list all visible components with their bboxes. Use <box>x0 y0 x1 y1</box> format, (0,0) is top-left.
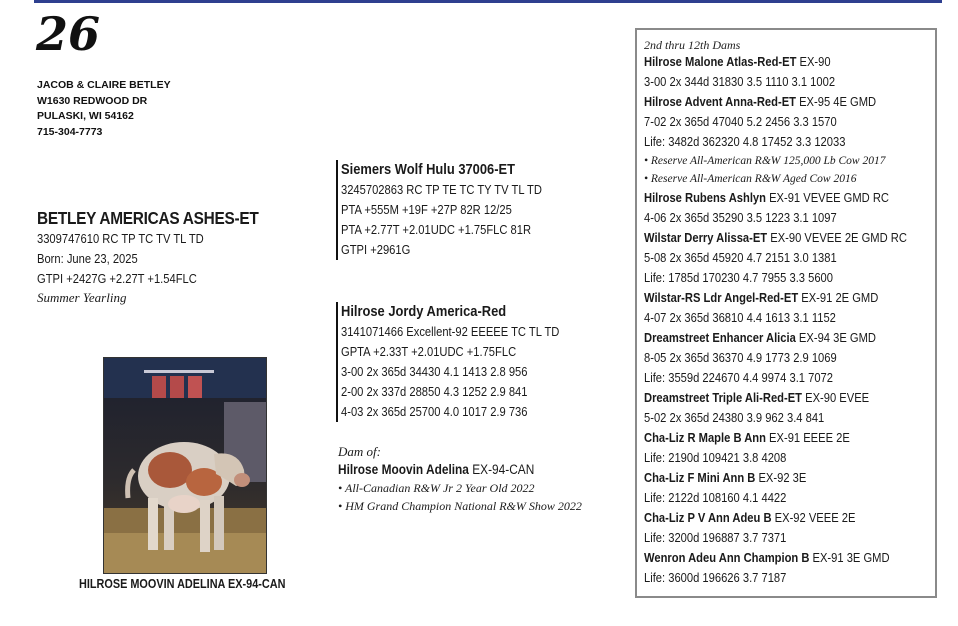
dam-ancestor-name <box>644 288 907 308</box>
dam-ancestor-name-bold: Wilstar Derry Alissa-ET <box>644 230 768 245</box>
dam-ancestor-name-bold: Cha-Liz P V Ann Adeu B <box>644 510 772 525</box>
dam-ancestor-name-bold: Cha-Liz F Mini Ann B <box>644 470 756 485</box>
cow-photo-illustration <box>104 358 266 573</box>
dam-ancestor-name <box>644 548 907 568</box>
dam-ancestor-record: 8-05 2x 365d 36370 4.9 1773 2.9 1069 <box>644 350 837 365</box>
dam-ancestor-name <box>644 388 907 408</box>
dam-ancestor-record: Life: 1785d 170230 4.7 7955 3.3 5600 <box>644 270 833 285</box>
dam-ancestor-record: Life: 3200d 196887 3.7 7371 <box>644 530 787 545</box>
sire-block <box>336 160 575 260</box>
dam-ancestor-name-bold: Wenron Adeu Ann Champion B <box>644 550 810 565</box>
dam-ancestor-score: EX-91 EEEE 2E <box>765 430 850 445</box>
dam-ancestor-score: EX-91 2E GMD <box>798 290 879 305</box>
cow-photo <box>103 357 267 574</box>
dam-ancestor-name <box>644 92 907 112</box>
dam-ancestor-score: EX-92 VEEE 2E <box>771 510 856 525</box>
dam-ancestor-score: EX-94 3E GMD <box>795 330 876 345</box>
dam-ancestor-honor: • Reserve All-American R&W Aged Cow 2016 <box>644 173 857 185</box>
dam-ancestor-name-bold: Hilrose Advent Anna-Red-ET <box>644 94 796 109</box>
dam-ancestor-name-bold: Hilrose Malone Atlas-Red-ET <box>644 54 797 69</box>
dam-of-name-bold: Hilrose Moovin Adelina <box>338 462 469 477</box>
dam-ancestor-record: 3-00 2x 344d 31830 3.5 1110 3.1 1002 <box>644 74 836 89</box>
sire-line: GTPI +2961G <box>341 242 411 257</box>
dam-ancestor-name <box>644 428 907 448</box>
dam-ancestor-honor: • Reserve All-American R&W 125,000 Lb Cow 2017 <box>644 155 886 167</box>
dam-ancestor-name-bold: Wilstar-RS Ldr Angel-Red-ET <box>644 290 799 305</box>
animal-class: Summer Yearling <box>37 290 127 305</box>
dam-ancestor-record: Life: 3600d 196626 3.7 7187 <box>644 570 787 585</box>
dams-box-content <box>644 38 950 588</box>
dam-ancestor-score: EX-91 3E GMD <box>809 550 890 565</box>
owner-phone: 715-304-7773 <box>37 125 103 138</box>
animal-gtpi: GTPI +2427G +2.27T +1.54FLC <box>37 271 197 286</box>
dam-ancestor-score: EX-90 <box>796 54 831 69</box>
dam-ancestor-name <box>644 468 907 488</box>
dam-record: 2-00 2x 337d 28850 4.3 1252 2.9 841 <box>341 384 528 399</box>
dam-ancestor-score: EX-90 EVEE <box>802 390 870 405</box>
dam-of-honor: • All-Canadian R&W Jr 2 Year Old 2022 <box>338 481 535 495</box>
dam-ancestor-name <box>644 188 907 208</box>
dam-ancestor-name <box>644 52 907 72</box>
dam-ancestor-record: 5-08 2x 365d 45920 4.7 2151 3.0 1381 <box>644 250 837 265</box>
dams-box-title: 2nd thru 12th Dams <box>644 38 741 52</box>
dam-ancestor-record: 4-06 2x 365d 35290 3.5 1223 3.1 1097 <box>644 210 837 225</box>
lot-number: 26 <box>36 7 101 61</box>
sire-line: PTA +2.77T +2.01UDC +1.75FLC 81R <box>341 222 532 237</box>
dam-ancestor-name <box>644 508 907 528</box>
sire-name: Siemers Wolf Hulu 37006-ET <box>341 161 515 178</box>
owner-address: W1630 REDWOOD DR <box>37 94 148 107</box>
dam-ancestor-score: EX-92 3E <box>755 470 807 485</box>
dam-ancestor-record: 5-02 2x 365d 24380 3.9 962 3.4 841 <box>644 410 825 425</box>
dam-name: Hilrose Jordy America-Red <box>341 303 507 320</box>
owner-name: JACOB & CLAIRE BETLEY <box>37 79 171 91</box>
dam-ancestor-score: EX-95 4E GMD <box>795 94 877 109</box>
dam-ancestor-name-bold: Dreamstreet Triple Ali-Red-ET <box>644 390 803 405</box>
dam-ancestor-name-bold: Hilrose Rubens Ashlyn <box>644 190 766 205</box>
dam-ancestor-record: Life: 3559d 224670 4.4 9974 3.1 7072 <box>644 370 833 385</box>
animal-block <box>37 207 289 307</box>
animal-born: Born: June 23, 2025 <box>37 251 138 266</box>
dam-of-name <box>338 460 553 479</box>
dam-ancestor-record: Life: 2122d 108160 4.1 4422 <box>644 490 787 505</box>
dam-block <box>336 302 595 422</box>
dams-box <box>635 28 937 598</box>
dam-of-name-score: EX-94-CAN <box>468 462 535 477</box>
dam-ancestor-name-bold: Cha-Liz R Maple B Ann <box>644 430 766 445</box>
photo-caption: HILROSE MOOVIN ADELINA EX-94-CAN <box>79 577 286 591</box>
dam-of-label: Dam of: <box>338 444 381 459</box>
dam-ancestor-name-bold: Dreamstreet Enhancer Alicia <box>644 330 796 345</box>
sire-line: 3245702863 RC TP TE TC TY TV TL TD <box>341 182 542 197</box>
sire-line: PTA +555M +19F +27P 82R 12/25 <box>341 202 512 217</box>
dam-record: 3-00 2x 365d 34430 4.1 1413 2.8 956 <box>341 364 528 379</box>
top-rule <box>34 0 942 3</box>
dam-of-honor: • HM Grand Champion National R&W Show 2022 <box>338 499 582 513</box>
dam-ancestor-record: Life: 3482d 362320 4.8 17452 3.3 12033 <box>644 134 846 149</box>
animal-id-line: 3309747610 RC TP TC TV TL TD <box>37 231 204 246</box>
animal-name: BETLEY AMERICAS ASHES-ET <box>37 208 259 228</box>
dam-ancestor-record: 7-02 2x 365d 47040 5.2 2456 3.3 1570 <box>644 114 837 129</box>
owner-block <box>37 78 171 140</box>
owner-city: PULASKI, WI 54162 <box>37 110 134 122</box>
dam-ancestor-record: Life: 2190d 109421 3.8 4208 <box>644 450 787 465</box>
dam-ancestor-record: 4-07 2x 365d 36810 4.4 1613 3.1 1152 <box>644 310 836 325</box>
dam-record: 4-03 2x 365d 25700 4.0 1017 2.9 736 <box>341 404 528 419</box>
dam-line: GPTA +2.33T +2.01UDC +1.75FLC <box>341 344 517 359</box>
dam-line: 3141071466 Excellent-92 EEEEE TC TL TD <box>341 324 560 339</box>
dam-ancestor-name <box>644 228 907 248</box>
dam-ancestor-score: EX-90 VEVEE 2E GMD RC <box>767 230 907 245</box>
dam-ancestor-score: EX-91 VEVEE GMD RC <box>765 190 889 205</box>
dam-of-block <box>338 443 582 515</box>
dam-ancestor-name <box>644 328 907 348</box>
